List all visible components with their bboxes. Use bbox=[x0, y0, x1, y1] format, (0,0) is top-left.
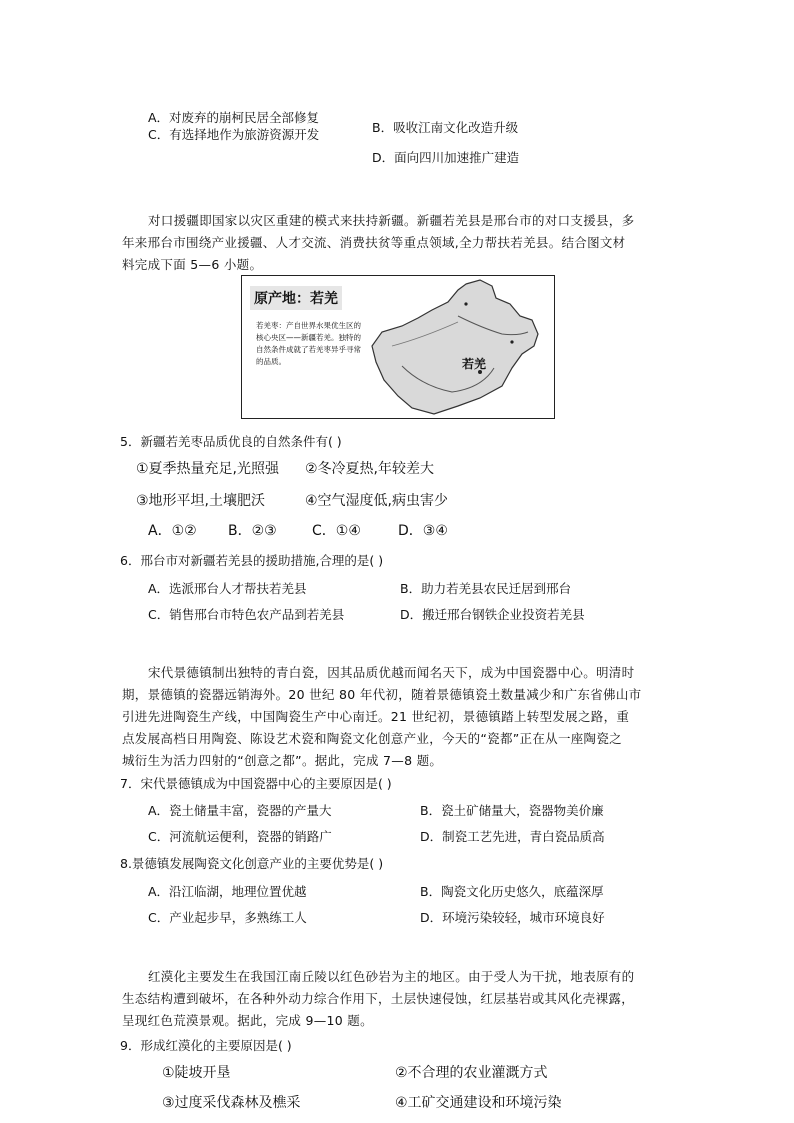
q5-statement-3: ③地形平坦,土壤肥沃 bbox=[136, 493, 266, 509]
q8-stem: 8.景德镇发展陶瓷文化创意产业的主要优势是( ) bbox=[120, 856, 384, 871]
passage-red-desertification bbox=[122, 966, 678, 1032]
ruoqiang-label: 若羌 bbox=[462, 357, 487, 371]
map-title: 原产地：若羌 bbox=[250, 286, 342, 310]
ruoqiang-map-figure bbox=[241, 275, 555, 419]
q7-option-c: C．河流航运便利，瓷器的销路广 bbox=[148, 829, 332, 844]
q5-statement-4: ④空气湿度低,病虫害少 bbox=[305, 493, 449, 509]
passage-line: 期，景德镇的瓷器远销海外。20 世纪 80 年代初，随着景德镇瓷土数量减少和广东省佛山市 bbox=[122, 687, 642, 702]
passage-line: 宋代景德镇制出独特的青白瓷，因其品质优越而闻名天下，成为中国瓷器中心。明清时 bbox=[148, 665, 635, 680]
q9-statement-4: ④工矿交通建设和环境污染 bbox=[395, 1095, 562, 1111]
q8-option-a: A．沿江临湖，地理位置优越 bbox=[148, 884, 307, 899]
passage-line: 城衍生为活力四射的“创意之都”。据此，完成 7—8 题。 bbox=[122, 753, 443, 768]
q9-statement-3: ③过度采伐森林及樵采 bbox=[162, 1095, 301, 1111]
q5-statement-1: ①夏季热量充足,光照强 bbox=[136, 461, 280, 477]
q8-option-b: B．陶瓷文化历史悠久，底蕴深厚 bbox=[420, 884, 604, 899]
passage-xinjiang bbox=[122, 210, 678, 276]
xinjiang-outline bbox=[372, 280, 538, 414]
q5-option-c: C．①④ bbox=[312, 523, 361, 539]
q9-stem: 9．形成红漠化的主要原因是( ) bbox=[120, 1038, 292, 1053]
q7-option-d: D．制瓷工艺先进，青白瓷品质高 bbox=[420, 829, 605, 844]
q6-option-c: C．销售邢台市特色农产品到若羌县 bbox=[148, 607, 345, 622]
passage-line: 对口援疆即国家以灾区重建的模式来扶持新疆。新疆若羌县是邢台市的对口支援县，多 bbox=[148, 213, 635, 228]
passage-line: 生态结构遭到破坏，在各种外动力综合作用下，土层快速侵蚀，红层基岩或其风化壳裸露， bbox=[122, 991, 635, 1006]
q5-option-d: D．③④ bbox=[398, 523, 448, 539]
q5-option-b: B．②③ bbox=[228, 523, 277, 539]
xinjiang-map bbox=[362, 276, 552, 418]
city-dot bbox=[464, 302, 467, 305]
q4-option-b: B．吸收江南文化改造升级 bbox=[372, 120, 519, 135]
passage-line: 引进先进陶瓷生产线，中国陶瓷生产中心南迁。21 世纪初，景德镇踏上转型发展之路，重 bbox=[122, 709, 630, 724]
q8-option-d: D．环境污染较轻，城市环境良好 bbox=[420, 910, 605, 925]
q6-option-d: D．搬迁邢台钢铁企业投资若羌县 bbox=[400, 607, 585, 622]
passage-line: 年来邢台市围绕产业援疆、人才交流、消费扶贫等重点领域,全力帮扶若羌县。结合图文材 bbox=[122, 235, 626, 250]
q4-option-a: A．对废弃的崩柯民居全部修复 bbox=[148, 110, 320, 125]
q8-option-c: C．产业起步早，多熟练工人 bbox=[148, 910, 307, 925]
passage-line: 红漠化主要发生在我国江南丘陵以红色砂岩为主的地区。由于受人为干扰，地表原有的 bbox=[148, 969, 635, 984]
passage-line: 料完成下面 5—6 小题。 bbox=[122, 257, 263, 272]
city-dot bbox=[510, 340, 513, 343]
q7-option-b: B．瓷土矿储量大，瓷器物美价廉 bbox=[420, 803, 604, 818]
q6-option-b: B．助力若羌县农民迁居到邢台 bbox=[400, 581, 572, 596]
q6-stem: 6．邢台市对新疆若羌县的援助措施,合理的是( ) bbox=[120, 553, 384, 568]
q5-statement-2: ②冬冷夏热,年较差大 bbox=[305, 461, 435, 477]
q5-stem: 5．新疆若羌枣品质优良的自然条件有( ) bbox=[120, 434, 342, 449]
map-caption: 若羌枣：产自世界水果优生区的核心央区——新疆若羌。独特的自然条件成就了若羌枣异乎寻常的品质。 bbox=[256, 321, 361, 366]
q7-stem: 7．宋代景德镇成为中国瓷器中心的主要原因是( ) bbox=[120, 776, 392, 791]
passage-jingdezhen bbox=[122, 662, 678, 772]
q6-option-a: A．选派邢台人才帮扶若羌县 bbox=[148, 581, 307, 596]
q9-statement-1: ①陡坡开垦 bbox=[162, 1065, 231, 1081]
q7-option-a: A．瓷土储量丰富，瓷器的产量大 bbox=[148, 803, 332, 818]
q4-option-d: D．面向四川加速推广建造 bbox=[372, 150, 520, 165]
passage-line: 点发展高档日用陶瓷、陈设艺术瓷和陶瓷文化创意产业，今天的“瓷都”正在从一座陶瓷之 bbox=[122, 731, 622, 746]
q9-statement-2: ②不合理的农业灌溉方式 bbox=[395, 1065, 548, 1081]
q5-option-a: A．①② bbox=[148, 523, 197, 539]
q4-option-c: C．有选择地作为旅游资源开发 bbox=[148, 127, 320, 142]
passage-line: 呈现红色荒漠景观。据此，完成 9—10 题。 bbox=[122, 1013, 373, 1028]
